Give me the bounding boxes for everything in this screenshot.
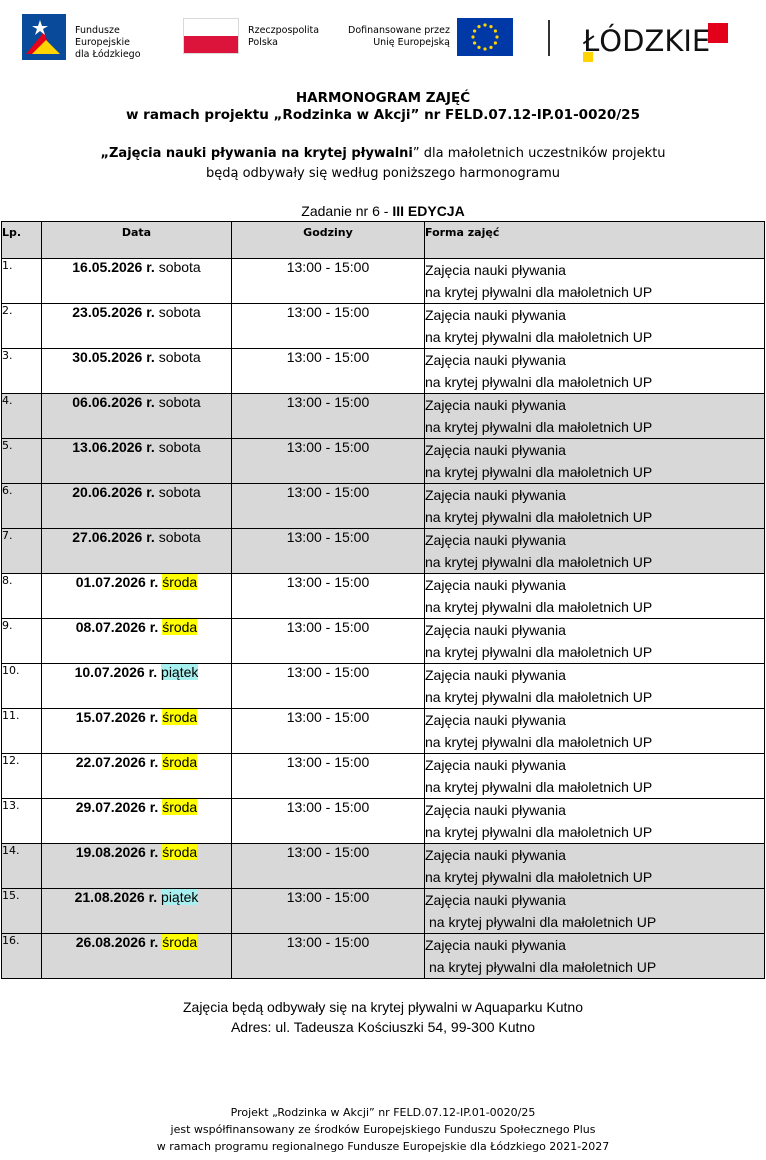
date-value: 01.07.2026 r. [75, 574, 159, 590]
form-line2: na krytej pływalni dla małoletnich UP [425, 374, 653, 390]
form-line2: na krytej pływalni dla małoletnich UP [425, 284, 653, 300]
form-line2: na krytej pływalni dla małoletnich UP [425, 419, 653, 435]
header-lp: Lp. [2, 222, 42, 259]
form-line2: na krytej pływalni dla małoletnich UP [425, 869, 653, 885]
intro-line2: będą odbywały się według poniższego harmonogramu [206, 166, 560, 181]
date-value: 06.06.2026 r. [72, 394, 155, 410]
cell-lp: 8. [2, 574, 42, 619]
cell-lp: 3. [2, 349, 42, 394]
rp-line1: Rzeczpospolita [248, 25, 320, 36]
cell-form [425, 709, 765, 754]
cell-hours: 13:00 - 15:00 [232, 259, 425, 304]
header-hours: Godziny [232, 222, 425, 259]
weekday: sobota [158, 394, 201, 410]
table-row [2, 484, 765, 529]
date-value: 22.07.2026 r. [75, 754, 159, 770]
cell-form [425, 484, 765, 529]
cell-hours: 13:00 - 15:00 [232, 889, 425, 934]
table-row [2, 439, 765, 484]
cell-hours: 13:00 - 15:00 [232, 754, 425, 799]
cell-lp: 10. [2, 664, 42, 709]
cell-lp: 5. [2, 439, 42, 484]
cell-date [42, 754, 232, 799]
table-row [2, 799, 765, 844]
cell-hours: 13:00 - 15:00 [232, 934, 425, 979]
table-row [2, 709, 765, 754]
date-value: 26.08.2026 r. [75, 934, 159, 950]
cell-date [42, 889, 232, 934]
page-title: HARMONOGRAM ZAJĘĆ [295, 90, 471, 106]
weekday: środa [162, 574, 198, 590]
form-line2: na krytej pływalni dla małoletnich UP [425, 644, 653, 660]
table-row [2, 844, 765, 889]
location-info [0, 997, 766, 1037]
table-row [2, 664, 765, 709]
fundusze-europejskie-logo [20, 12, 170, 62]
cell-form [425, 799, 765, 844]
cell-hours: 13:00 - 15:00 [232, 799, 425, 844]
cell-hours: 13:00 - 15:00 [232, 529, 425, 574]
logo-divider [548, 20, 550, 56]
form-line1: Zajęcia nauki pływania [425, 577, 566, 593]
date-value: 15.07.2026 r. [75, 709, 159, 725]
eu-logo [344, 12, 519, 62]
cell-date [42, 349, 232, 394]
task-edition: III EDYCJA [392, 203, 465, 219]
cell-form [425, 259, 765, 304]
weekday: sobota [158, 484, 201, 500]
table-row [2, 619, 765, 664]
weekday: środa [162, 709, 198, 725]
date-value: 27.06.2026 r. [72, 529, 155, 545]
table-row [2, 889, 765, 934]
cell-hours: 13:00 - 15:00 [232, 619, 425, 664]
form-line1: Zajęcia nauki pływania [425, 892, 566, 908]
header-form: Forma zajęć [425, 222, 765, 259]
cell-form [425, 529, 765, 574]
cell-date [42, 484, 232, 529]
logo-bar [0, 12, 766, 64]
ue-line1: Dofinansowane przez [348, 25, 450, 36]
intro-text [0, 144, 766, 184]
form-line1: Zajęcia nauki pływania [425, 667, 566, 683]
form-line1: Zajęcia nauki pływania [425, 532, 566, 548]
cell-lp: 14. [2, 844, 42, 889]
date-value: 08.07.2026 r. [75, 619, 159, 635]
cell-lp: 1. [2, 259, 42, 304]
cell-date [42, 799, 232, 844]
cell-date [42, 709, 232, 754]
form-line1: Zajęcia nauki pływania [425, 307, 566, 323]
cell-date [42, 574, 232, 619]
table-row [2, 304, 765, 349]
cell-form [425, 304, 765, 349]
date-value: 23.05.2026 r. [72, 304, 155, 320]
weekday: środa [162, 619, 198, 635]
form-line1: Zajęcia nauki pływania [425, 262, 566, 278]
cell-lp: 4. [2, 394, 42, 439]
cell-hours: 13:00 - 15:00 [232, 394, 425, 439]
form-line2: na krytej pływalni dla małoletnich UP [429, 914, 657, 930]
cell-lp: 12. [2, 754, 42, 799]
date-value: 21.08.2026 r. [74, 889, 158, 905]
form-line1: Zajęcia nauki pływania [425, 847, 566, 863]
cell-date [42, 619, 232, 664]
cell-date [42, 394, 232, 439]
weekday: piątek [161, 664, 199, 680]
cell-form [425, 754, 765, 799]
weekday: sobota [158, 304, 201, 320]
form-line1: Zajęcia nauki pływania [425, 802, 566, 818]
table-row [2, 574, 765, 619]
weekday: sobota [158, 349, 201, 365]
cell-form [425, 349, 765, 394]
footer-line1: Projekt „Rodzinka w Akcji” nr FELD.07.12-IP.01-0020/25 [230, 1106, 536, 1119]
page-subtitle: w ramach projektu „Rodzinka w Akcji” nr FELD.07.12-IP.01-0020/25 [126, 107, 640, 123]
date-value: 30.05.2026 r. [72, 349, 155, 365]
intro-rest: ” dla małoletnich uczestników projektu [412, 146, 666, 161]
weekday: środa [162, 844, 198, 860]
table-row [2, 529, 765, 574]
cell-form [425, 889, 765, 934]
task-label: Zadanie nr 6 - III EDYCJA [301, 203, 465, 219]
form-line1: Zajęcia nauki pływania [425, 622, 566, 638]
cell-date [42, 664, 232, 709]
form-line2: na krytej pływalni dla małoletnich UP [425, 824, 653, 840]
form-line2: na krytej pływalni dla małoletnich UP [425, 554, 653, 570]
footer-line2: jest współfinansowany ze środków Europejskiego Funduszu Społecznego Plus [170, 1123, 596, 1136]
form-line1: Zajęcia nauki pływania [425, 442, 566, 458]
polish-flag-icon [183, 18, 239, 54]
fe-line2: dla Łódzkiego [75, 49, 141, 60]
form-line2: na krytej pływalni dla małoletnich UP [425, 509, 653, 525]
weekday: sobota [158, 439, 201, 455]
form-line2: na krytej pływalni dla małoletnich UP [425, 779, 653, 795]
date-value: 29.07.2026 r. [75, 799, 159, 815]
rzeczpospolita-logo [183, 12, 333, 62]
cell-form [425, 619, 765, 664]
form-line1: Zajęcia nauki pływania [425, 757, 566, 773]
cell-hours: 13:00 - 15:00 [232, 844, 425, 889]
ue-line2: Unię Europejską [373, 37, 450, 48]
cell-hours: 13:00 - 15:00 [232, 484, 425, 529]
cell-hours: 13:00 - 15:00 [232, 304, 425, 349]
cell-form [425, 574, 765, 619]
form-line2: na krytej pływalni dla małoletnich UP [429, 959, 657, 975]
weekday: sobota [158, 259, 201, 275]
rp-line2: Polska [248, 37, 278, 48]
table-row [2, 259, 765, 304]
cell-date [42, 844, 232, 889]
form-line1: Zajęcia nauki pływania [425, 487, 566, 503]
cell-form [425, 664, 765, 709]
cell-date [42, 304, 232, 349]
weekday: środa [162, 934, 198, 950]
date-value: 10.07.2026 r. [74, 664, 158, 680]
location-line1: Zajęcia będą odbywały się na krytej pływalni w Aquaparku Kutno [182, 999, 583, 1015]
cell-date [42, 259, 232, 304]
cell-form [425, 439, 765, 484]
form-line2: na krytej pływalni dla małoletnich UP [425, 329, 653, 345]
cell-date [42, 529, 232, 574]
cell-date [42, 439, 232, 484]
fe-emblem-icon [22, 14, 66, 60]
form-line1: Zajęcia nauki pływania [425, 397, 566, 413]
table-row [2, 934, 765, 979]
cell-lp: 11. [2, 709, 42, 754]
cell-form [425, 844, 765, 889]
date-value: 13.06.2026 r. [72, 439, 155, 455]
weekday: środa [162, 799, 198, 815]
table-row [2, 754, 765, 799]
cell-hours: 13:00 - 15:00 [232, 349, 425, 394]
cell-lp: 13. [2, 799, 42, 844]
location-address: Adres: ul. Tadeusza Kościuszki 54, 99-300 Kutno [230, 1019, 536, 1035]
footer-line3: w ramach programu regionalnego Fundusze Europejskie dla Łódzkiego 2021-2027 [156, 1140, 610, 1153]
table-row [2, 349, 765, 394]
fe-line1: Fundusze Europejskie [75, 25, 130, 48]
intro-bold: „Zajęcia nauki pływania na krytej pływalni [100, 146, 413, 161]
form-line2: na krytej pływalni dla małoletnich UP [425, 464, 653, 480]
cell-lp: 6. [2, 484, 42, 529]
lodzkie-logo [583, 12, 733, 62]
table-row [2, 394, 765, 439]
cell-lp: 16. [2, 934, 42, 979]
form-line1: Zajęcia nauki pływania [425, 937, 566, 953]
header-date: Data [42, 222, 232, 259]
cell-hours: 13:00 - 15:00 [232, 439, 425, 484]
lodzkie-wordmark: ŁÓDZKIE [583, 24, 711, 58]
weekday: sobota [158, 529, 201, 545]
date-value: 20.06.2026 r. [72, 484, 155, 500]
schedule-table [1, 221, 765, 979]
cell-form [425, 934, 765, 979]
date-value: 19.08.2026 r. [75, 844, 159, 860]
cell-lp: 15. [2, 889, 42, 934]
form-line2: na krytej pływalni dla małoletnich UP [425, 599, 653, 615]
cell-lp: 7. [2, 529, 42, 574]
footer-note [0, 1104, 766, 1155]
eu-flag-icon [457, 18, 513, 56]
form-line1: Zajęcia nauki pływania [425, 712, 566, 728]
cell-hours: 13:00 - 15:00 [232, 574, 425, 619]
cell-lp: 2. [2, 304, 42, 349]
form-line2: na krytej pływalni dla małoletnich UP [425, 734, 653, 750]
cell-hours: 13:00 - 15:00 [232, 709, 425, 754]
weekday: środa [162, 754, 198, 770]
cell-lp: 9. [2, 619, 42, 664]
cell-date [42, 934, 232, 979]
cell-form [425, 394, 765, 439]
weekday: piątek [161, 889, 199, 905]
table-header-row [2, 222, 765, 259]
cell-hours: 13:00 - 15:00 [232, 664, 425, 709]
date-value: 16.05.2026 r. [72, 259, 155, 275]
form-line1: Zajęcia nauki pływania [425, 352, 566, 368]
form-line2: na krytej pływalni dla małoletnich UP [425, 689, 653, 705]
